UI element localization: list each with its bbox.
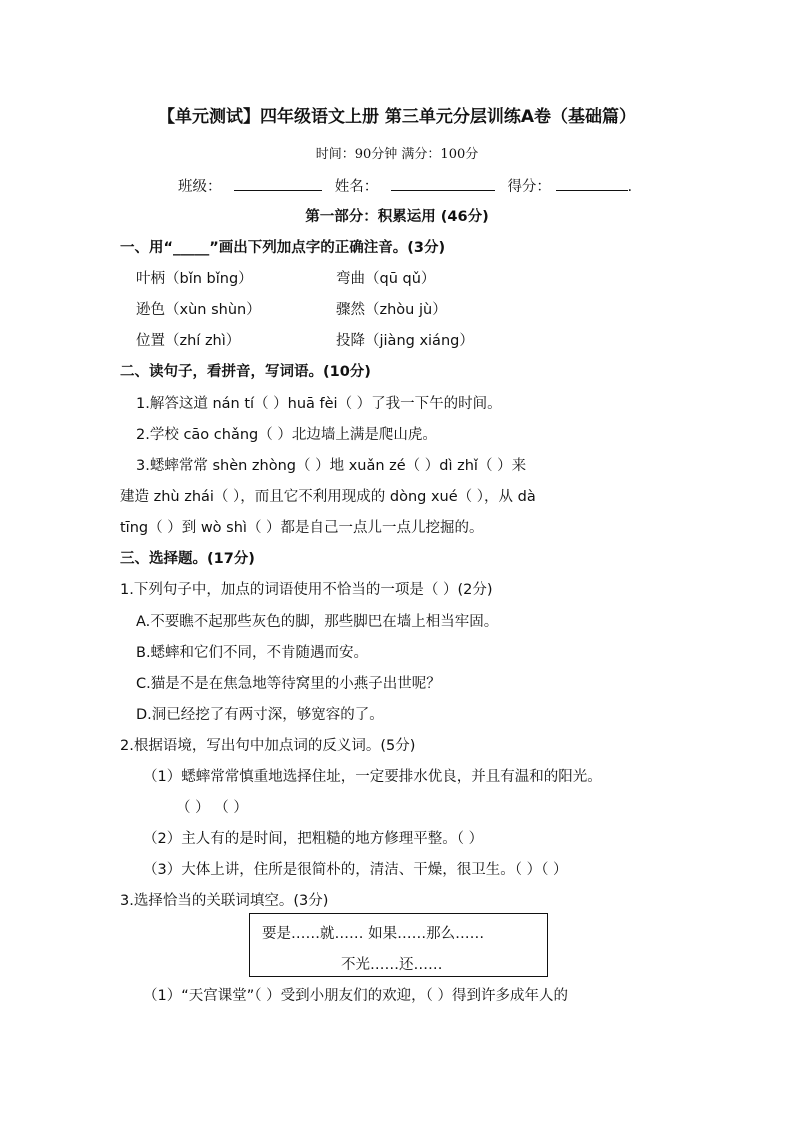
name-label: 姓名： — [334, 179, 379, 195]
score-blank[interactable] — [556, 176, 628, 191]
q3-sub3-item: （1）“天宫课堂”（ ）受到小朋友们的欢迎，（ ）得到许多成年人的 — [143, 988, 568, 1004]
page-title: 【单元测试】四年级语文上册 第三单元分层训练A卷（基础篇） — [157, 107, 637, 127]
q1-item: 叶柄（bǐn bǐng） — [136, 271, 253, 287]
q1-item: 逊色（xùn shùn） — [136, 302, 261, 318]
name-blank[interactable] — [391, 176, 495, 191]
conjunction-options: 不光……还…… — [341, 957, 443, 973]
q3-sub2-item: （2）主人有的是时间，把粗糙的地方修理平整。（ ） — [143, 831, 484, 847]
q3-sub1-stem: 1.下列句子中，加点的词语使用不恰当的一项是（ ）(2分) — [120, 582, 493, 598]
q1-stem: 一、用“_____”画出下列加点字的正确注音。(3分) — [120, 240, 446, 256]
part1-heading: 第一部分：积累运用 (46分) — [305, 209, 489, 225]
q3-stem: 三、选择题。(17分) — [120, 551, 255, 567]
q3-option-d: D.洞已经挖了有两寸深，够宽容的了。 — [136, 707, 384, 723]
q1-item: 投降（jiàng xiáng） — [336, 333, 474, 349]
class-blank[interactable] — [234, 176, 322, 191]
class-label: 班级： — [178, 179, 222, 195]
q3-sub2-item: （3）大体上讲，住所是很简朴的，清洁、干燥，很卫生。（ ）（ ） — [143, 862, 568, 878]
conjunction-options: 要是……就…… 如果……那么…… — [262, 926, 485, 942]
q2-line: 2.学校 cāo chǎng（ ）北边墙上满是爬山虎。 — [136, 427, 437, 443]
q3-option-a: A.不要瞧不起那些灰色的脚，那些脚巴在墙上相当牢固。 — [136, 614, 499, 630]
q3-option-c: C.猫是不是在焦急地等待窝里的小燕子出世呢？ — [136, 676, 441, 692]
q1-item: 位置（zhí zhì） — [136, 333, 241, 349]
q1-item: 弯曲（qū qǔ） — [336, 271, 436, 287]
q3-sub2-stem: 2.根据语境，写出句中加点词的反义词。(5分) — [120, 738, 416, 754]
q2-line: tīng（ ）到 wò shì（ ）都是自己一点儿一点儿挖掘的。 — [120, 520, 484, 536]
q3-sub3-stem: 3.选择恰当的关联词填空。(3分) — [120, 893, 329, 909]
q1-item: 骤然（zhòu jù） — [336, 302, 447, 318]
q2-line: 1.解答这道 nán tí（ ）huā fèi（ ）了我一下午的时间。 — [136, 396, 502, 412]
q2-line: 建造 zhù zhái（ ），而且它不利用现成的 dòng xué（ ），从 dà — [120, 489, 536, 505]
info-row — [178, 176, 632, 197]
q2-line: 3.蟋蟀常常 shèn zhòng（ ）地 xuǎn zé（ ）dì zhǐ（ ）来 — [136, 458, 527, 474]
score-label: 得分： — [507, 179, 551, 195]
time-info: 时间：90分钟 满分：100分 — [315, 147, 479, 162]
q3-sub2-blanks: （ ） （ ） — [176, 800, 248, 816]
q2-stem: 二、读句子，看拼音，写词语。(10分) — [120, 364, 371, 380]
score-end: . — [627, 179, 633, 195]
q3-sub2-item: （1）蟋蟀常常慎重地选择住址，一定要排水优良，并且有温和的阳光。 — [143, 769, 602, 785]
q3-option-b: B.蟋蟀和它们不同，不肯随遇而安。 — [136, 645, 369, 661]
